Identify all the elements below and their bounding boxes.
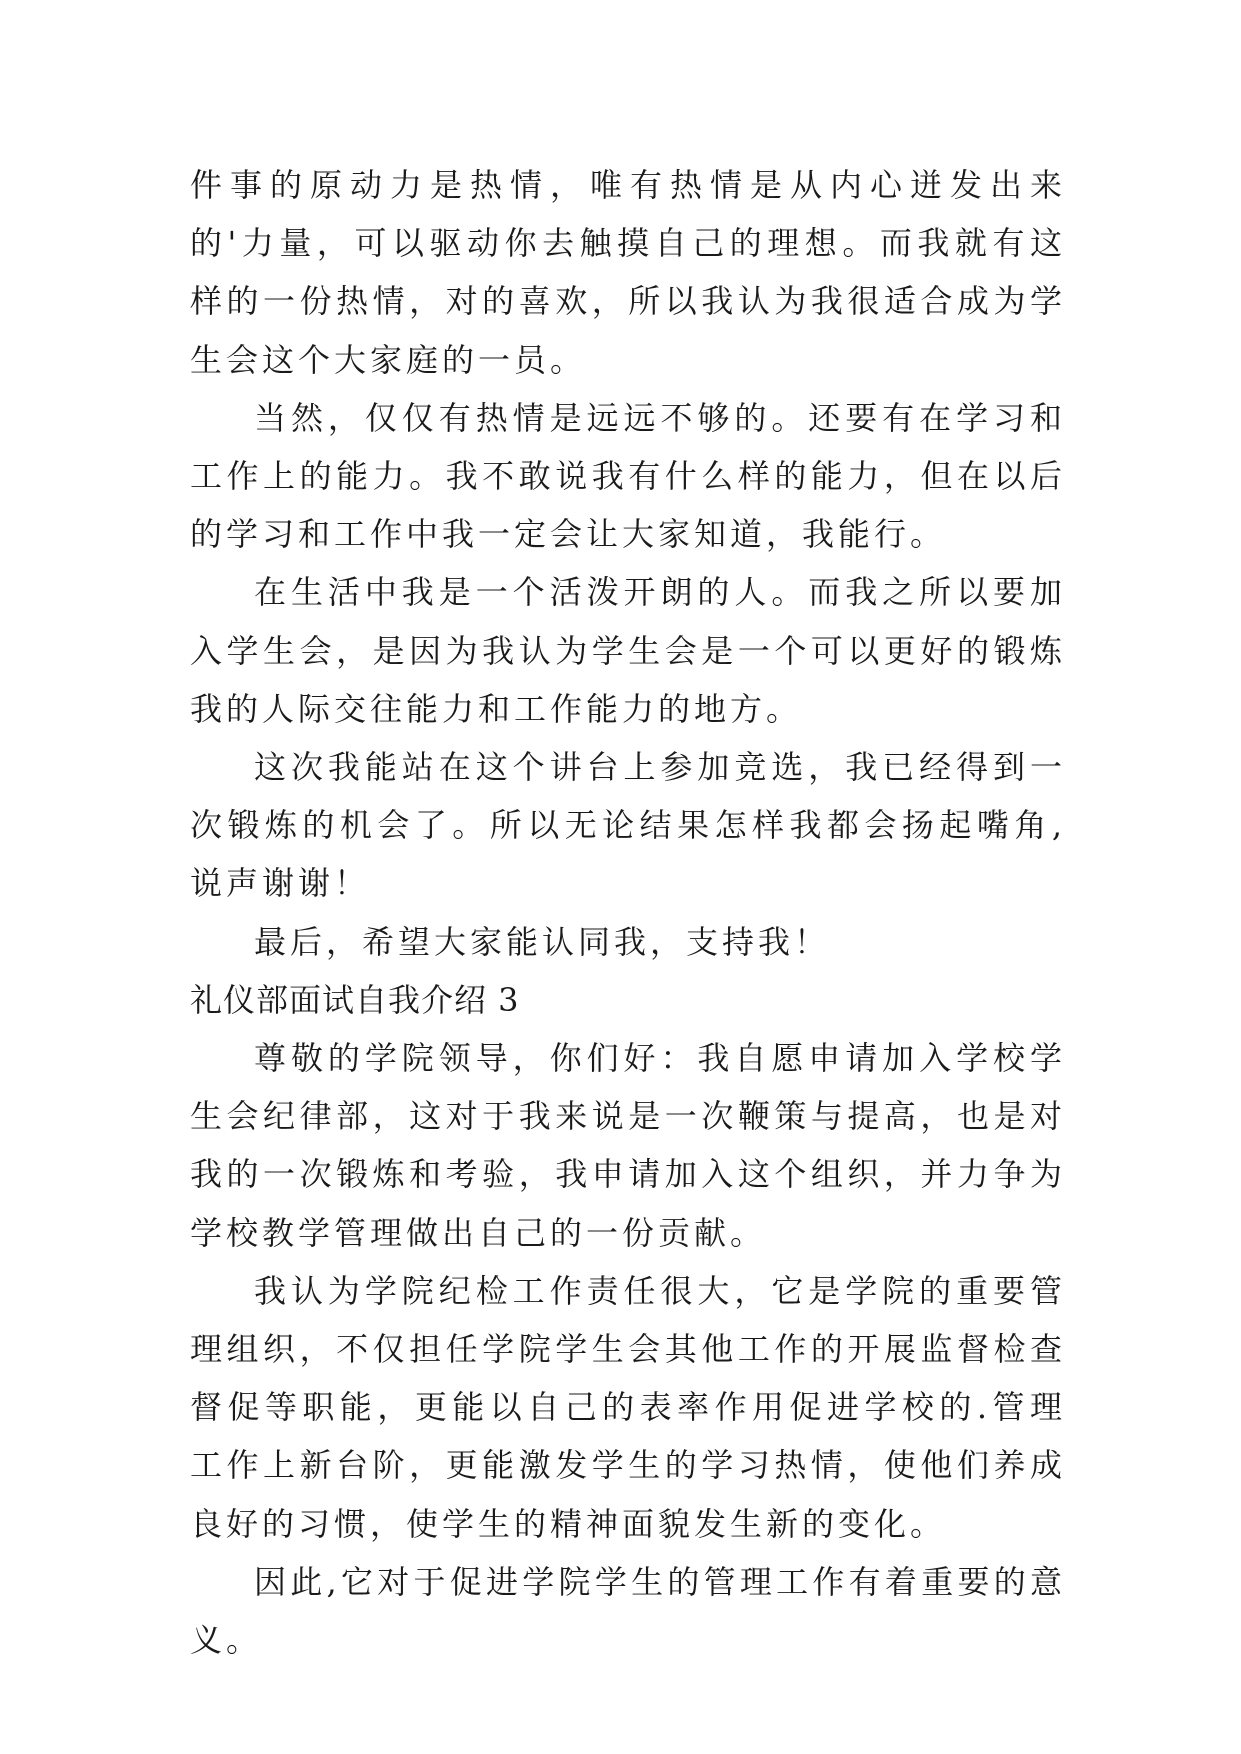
- paragraph-closing: 最后，希望大家能认同我，支持我！: [254, 922, 831, 961]
- paragraph-continued: 件事的原动力是热情，唯有热情是从内心迸发出来的'力量，可以驱动你去触摸自己的理想。而我就有这样的一份热情，对的喜欢，所以我认为我很适合成为学生会这个大家庭的一员。: [190, 166, 1066, 379]
- paragraph-significance: 因此,它对于促进学院学生的管理工作有着重要的意义。: [190, 1562, 1066, 1660]
- document-body: [190, 156, 1066, 1669]
- paragraph-personality: 在生活中我是一个活泼开朗的人。而我之所以要加入学生会，是因为我认为学生会是一个可以更好的锻炼我的人际交往能力和工作能力的地方。: [190, 573, 1066, 728]
- paragraph-discipline-role: 我认为学院纪检工作责任很大，它是学院的重要管理组织，不仅担任学院学生会其他工作的开展监督检查督促等职能，更能以自己的表率作用促进学校的.管理工作上新台阶，更能激发学生的学习热情，使他们养成良好的习惯，使学生的精神面貌发生新的变化。: [190, 1271, 1066, 1543]
- paragraph-passion-not-enough: 当然，仅仅有热情是远远不够的。还要有在学习和工作上的能力。我不敢说我有什么样的能力，但在以后的学习和工作中我一定会让大家知道，我能行。: [190, 398, 1066, 554]
- section-heading: 礼仪部面试自我介绍 3: [190, 980, 520, 1019]
- paragraph-greeting: 尊敬的学院领导，你们好：我自愿申请加入学校学生会纪律部，这对于我来说是一次鞭策与提高，也是对我的一次锻炼和考验，我申请加入这个组织，并力争为学校教学管理做出自己的一份贡献。: [190, 1039, 1066, 1252]
- paragraph-election-chance: 这次我能站在这个讲台上参加竞选，我已经得到一次锻炼的机会了。所以无论结果怎样我都会扬起嘴角,说声谢谢！: [190, 748, 1066, 903]
